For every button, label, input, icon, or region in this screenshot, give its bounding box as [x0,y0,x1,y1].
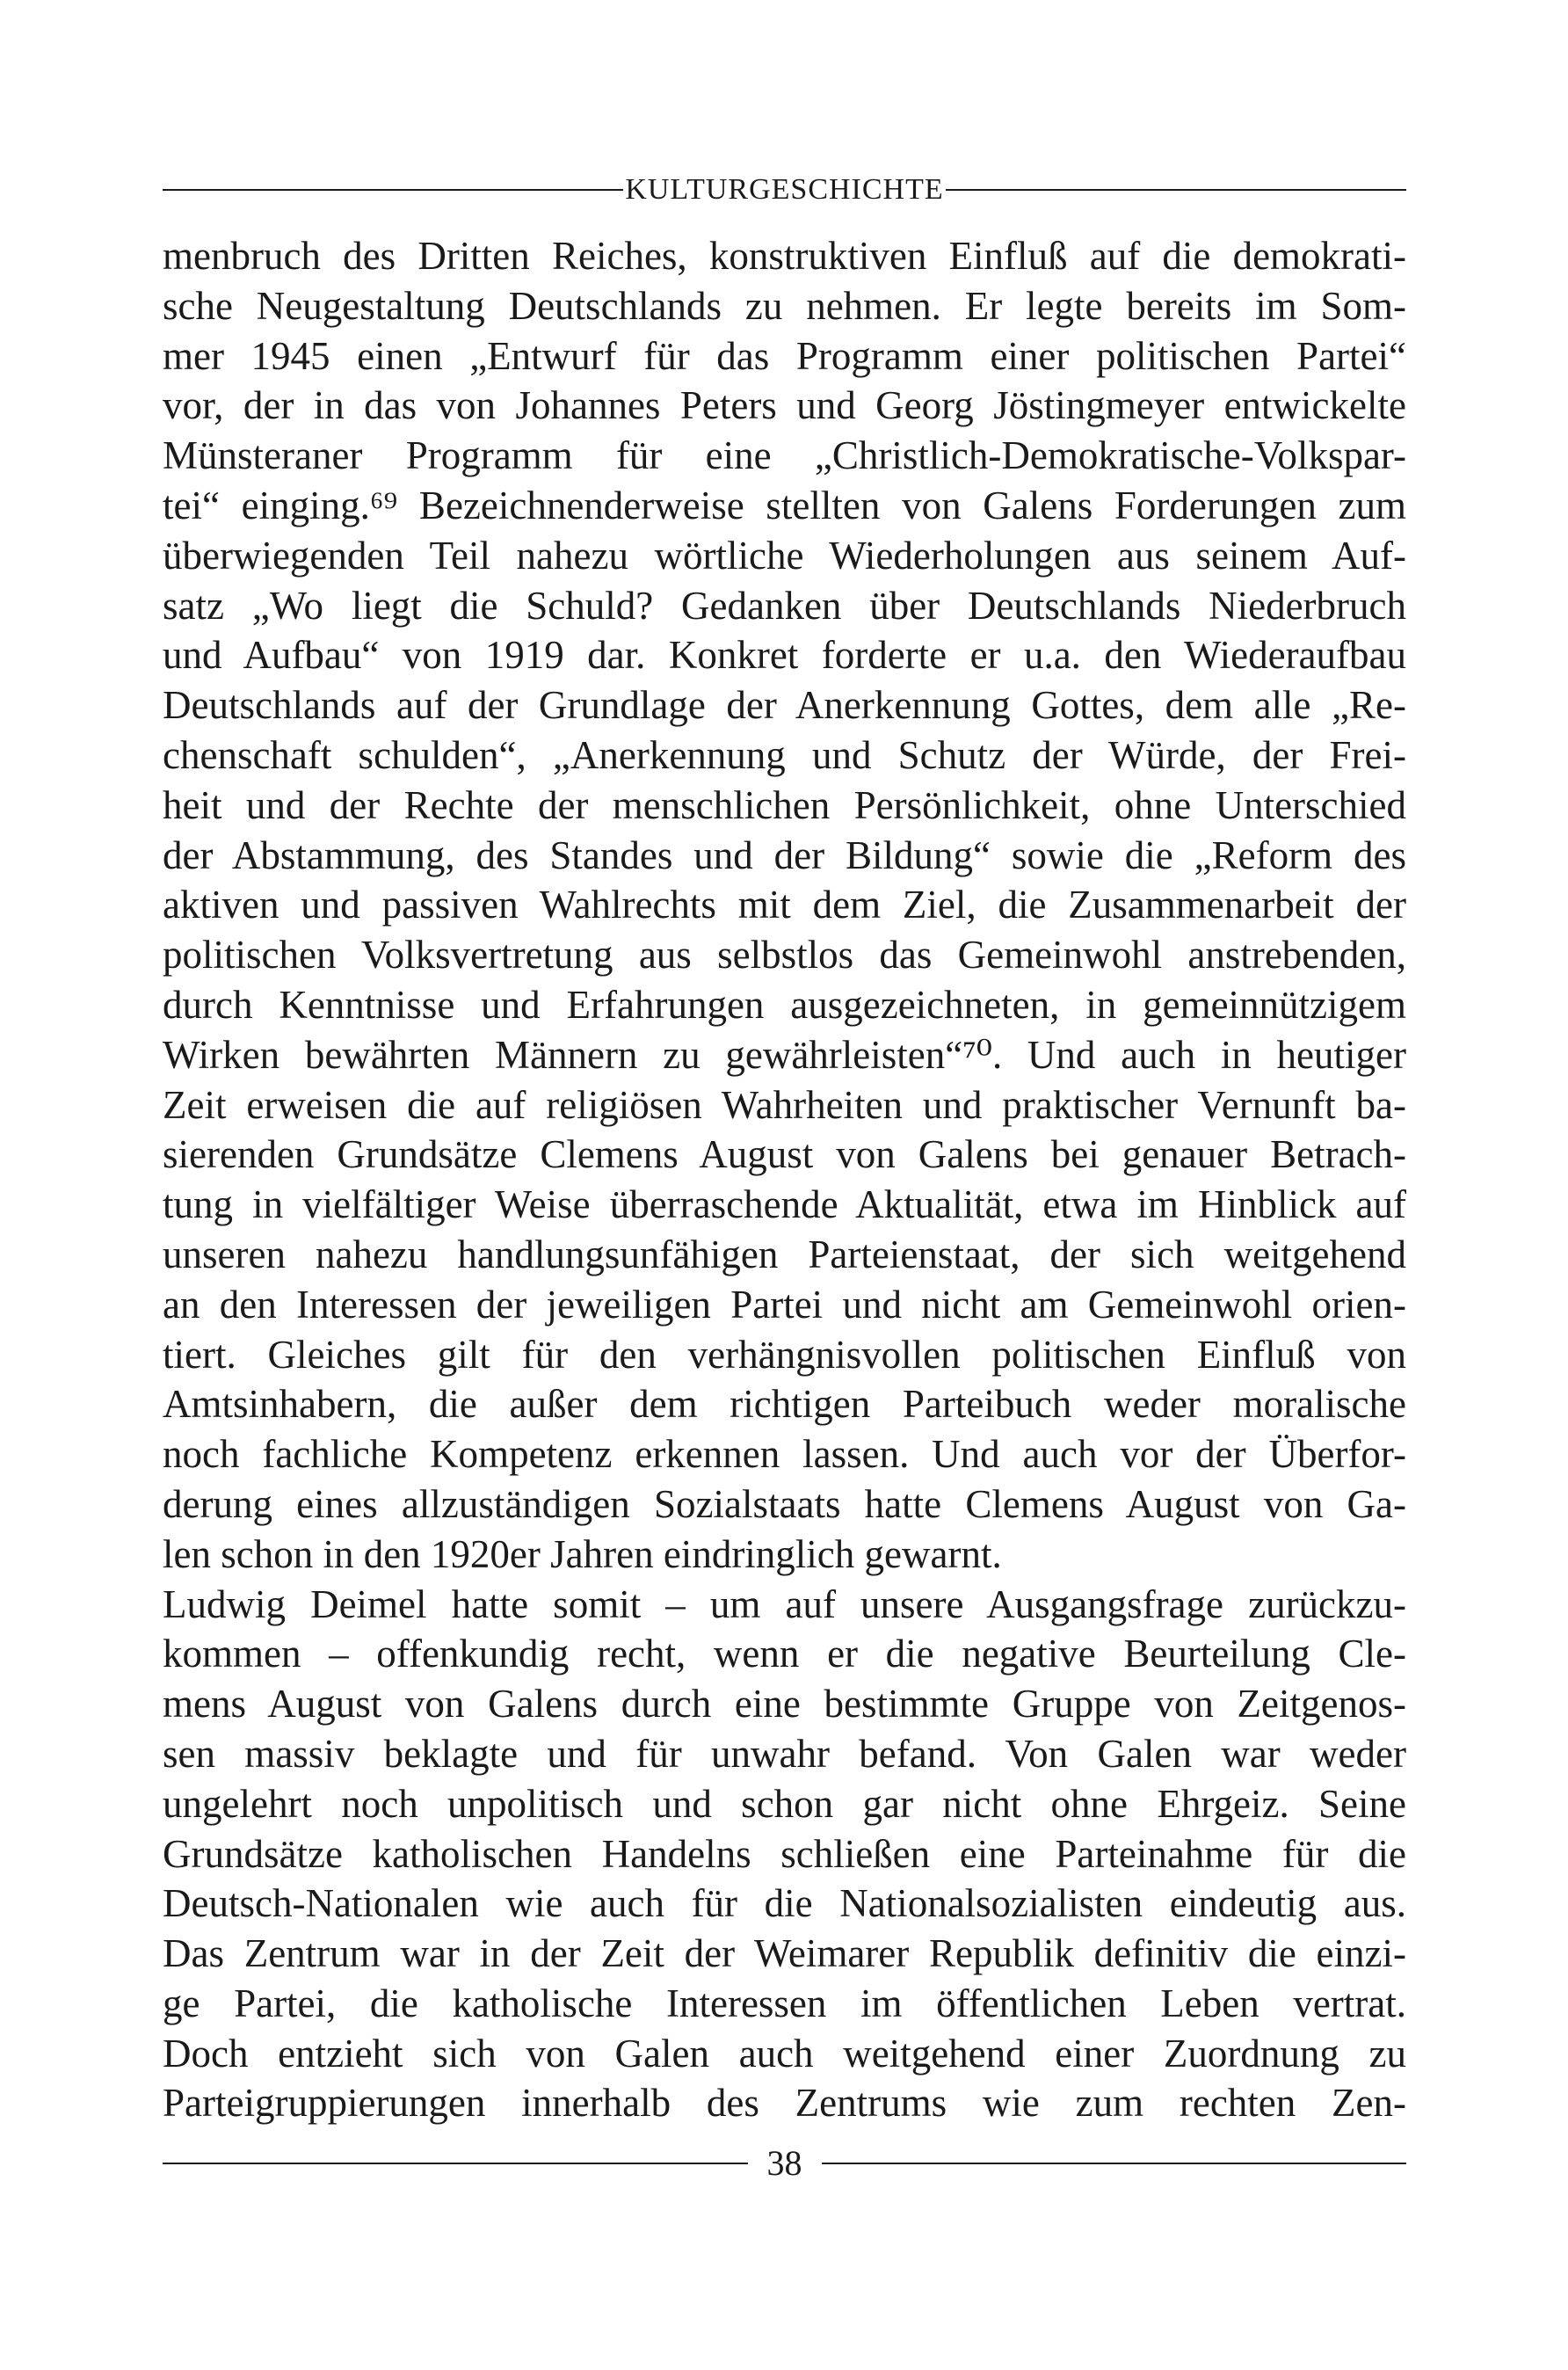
text-line: ge Partei, die katholische Interessen im öffentlichen Leben vertrat. [163,1981,1406,2025]
text-line: chenschaft schulden“, „Anerkennung und Schutz der Würde, der Frei- [163,732,1406,777]
text-line: mer 1945 einen „Entwurf für das Programm einer politischen Partei“ [163,333,1406,378]
text-line: vor, der in das von Johannes Peters und Georg Jöstingmeyer entwickelte [163,383,1406,428]
text-line: sen massiv beklagte und für unwahr befand. Von Galen war weder [163,1731,1406,1776]
text-line: noch fachliche Kompetenz erkennen lassen. Und auch vor der Überfor- [163,1432,1406,1477]
text-line: durch Kenntnisse und Erfahrungen ausgezeichneten, in gemeinnützigem [163,982,1406,1027]
footer-rule-right [822,2163,1407,2164]
text-line: aktiven und passiven Wahlrechts mit dem Ziel, die Zusammenarbeit der [163,883,1406,927]
header-rule-left [163,189,623,191]
text-line: kommen – offenkundig recht, wenn er die negative Beurteilung Cle- [163,1632,1406,1676]
paragraph-end-line: len schon in den 1920er Jahren eindringlich gewarnt. [163,1531,1002,1576]
text-line: Deutschlands auf der Grundlage der Anerkennung Gottes, dem alle „Re- [163,683,1406,728]
text-line: sche Neugestaltung Deutschlands zu nehmen. Er legte bereits im Som- [163,283,1406,328]
body-text [163,231,1406,2128]
text-line: tung in vielfältiger Weise überraschende Aktualität, etwa im Hinblick auf [163,1182,1406,1227]
text-line: Das Zentrum war in der Zeit der Weimarer Republik definitiv die einzi- [163,1931,1406,1976]
text-line: menbruch des Dritten Reiches, konstruktiven Einfluß auf die demokrati- [163,234,1406,278]
text-line: tei“ einging.⁶⁹ Bezeichnenderweise stellten von Galens Forderungen zum [163,483,1406,527]
text-line: mens August von Galens durch eine bestimmte Gruppe von Zeitgenos- [163,1682,1406,1727]
text-line: heit und der Rechte der menschlichen Persönlichkeit, ohne Unterschied [163,782,1406,827]
text-line: Parteigruppierungen innerhalb des Zentrums wie zum rechten Zen- [163,2081,1406,2126]
text-line: Amtsinhabern, die außer dem richtigen Parteibuch weder moralische [163,1382,1406,1427]
text-line: unseren nahezu handlungsunfähigen Parteienstaat, der sich weitgehend [163,1232,1406,1276]
text-line: ungelehrt noch unpolitisch und schon gar nicht ohne Ehrgeiz. Seine [163,1781,1406,1826]
text-line: und Aufbau“ von 1919 dar. Konkret forderte er u.a. den Wiederaufbau [163,633,1406,678]
page-number: 38 [766,2143,802,2183]
text-line: an den Interessen der jeweiligen Partei und nicht am Gemeinwohl orien- [163,1282,1406,1327]
text-line: derung eines allzuständigen Sozialstaats hatte Clemens August von Ga- [163,1481,1406,1526]
text-line: Grundsätze katholischen Handelns schließen eine Parteinahme für die [163,1831,1406,1876]
page-footer [163,2141,1406,2185]
text-line: satz „Wo liegt die Schuld? Gedanken über Deutschlands Niederbruch [163,583,1406,628]
running-header [163,172,1406,207]
text-line: Doch entzieht sich von Galen auch weitgehend einer Zuordnung zu [163,2031,1406,2076]
text-line: politischen Volksvertretung aus selbstlos das Gemeinwohl anstrebenden, [163,933,1406,978]
text-line: der Abstammung, des Standes und der Bildung“ sowie die „Reform des [163,832,1406,877]
text-line: Zeit erweisen die auf religiösen Wahrheiten und praktischer Vernunft ba- [163,1082,1406,1127]
running-title: KULTURGESCHICHTE [625,173,944,206]
text-line: sierenden Grundsätze Clemens August von Galens bei genauer Betrach- [163,1132,1406,1177]
header-rule-right [946,189,1406,191]
text-line: Ludwig Deimel hatte somit – um auf unsere Ausgangsfrage zurückzu- [163,1581,1406,1626]
text-line: Münsteraner Programm für eine „Christlich-Demokratische-Volkspar- [163,433,1406,478]
footer-rule-left [163,2163,748,2164]
text-line: Wirken bewährten Männern zu gewährleisten“⁷⁰. Und auch in heutiger [163,1032,1406,1077]
text-line: tiert. Gleiches gilt für den verhängnisvollen politischen Einfluß von [163,1332,1406,1377]
text-line: überwiegenden Teil nahezu wörtliche Wiederholungen aus seinem Auf- [163,533,1406,578]
text-line: Deutsch-Nationalen wie auch für die Nationalsozialisten eindeutig aus. [163,1881,1406,1926]
